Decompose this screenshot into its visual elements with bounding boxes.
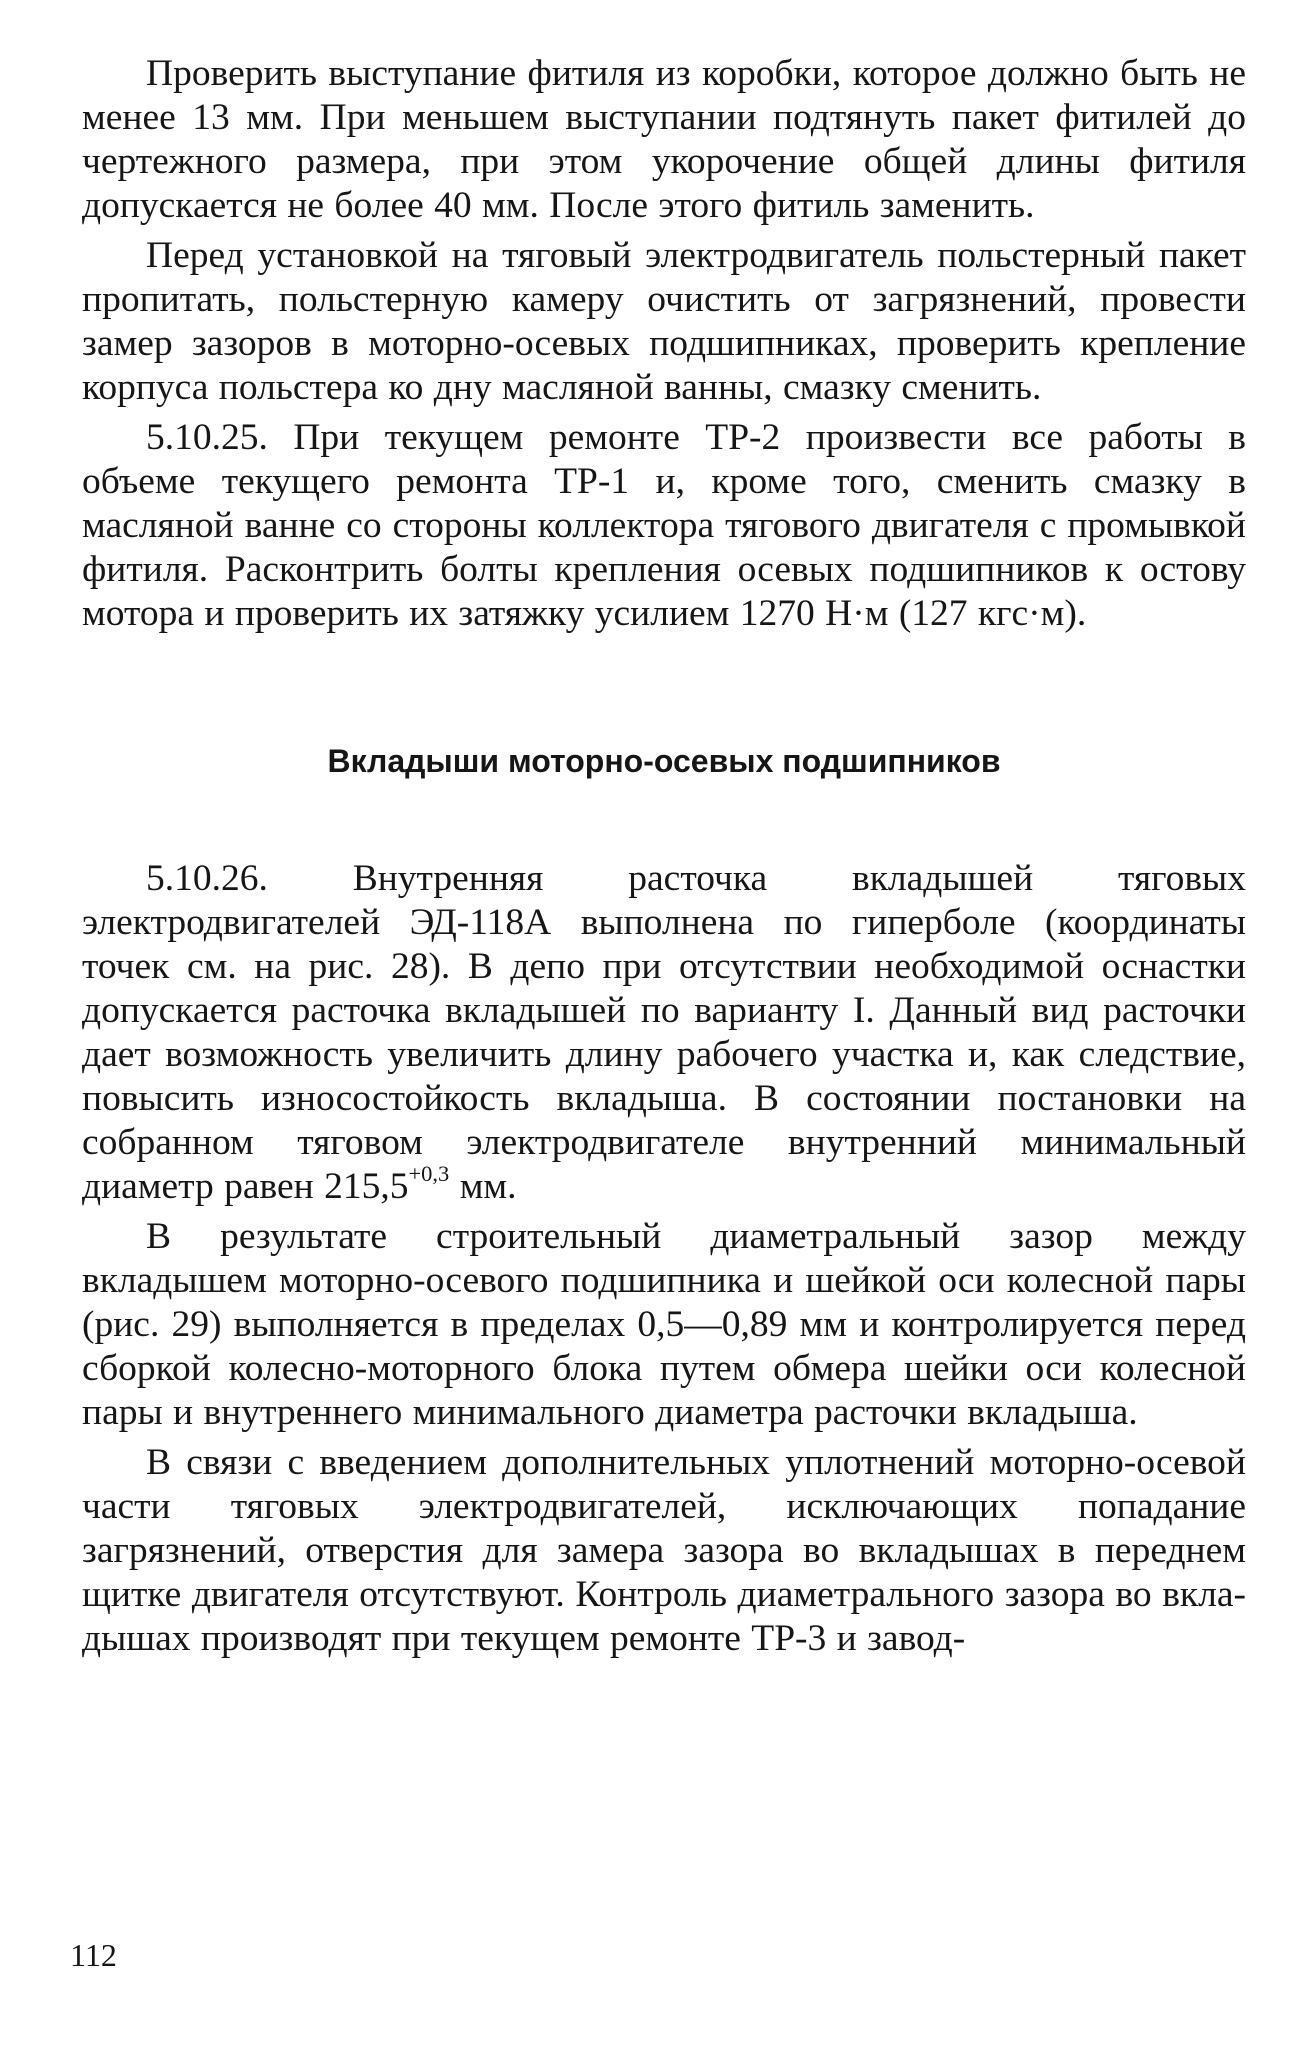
diameter-tolerance: +0,3: [408, 1161, 450, 1187]
section-heading: Вкладыши моторно-осевых подшипников: [327, 743, 1001, 779]
paragraph-before-installation: Перед установкой на тяговый электродвигатель польстерный пакет пропитать, польстерную камеру очистить от загрязнений, провести замер зазоров в моторно-осевых подшипниках, проверить крепление корпуса польстера ко дну масляной ванны, смазку сменить.: [82, 235, 1246, 408]
paragraph-seals: В связи с введением дополнительных уплотнений моторно-осевой части тяговых электродвигателей, исключающих попадание загрязнений, отверстия для замера зазора во вкладышах в переднем щитке двигателя отсутствуют. Контроль диаметрального зазора во вкладышах производят при текущем ремонте ТР-3 и завод-: [82, 1442, 1246, 1659]
paragraph-5-10-25: 5.10.25. При текущем ремонте ТР-2 произвести все работы в объеме текущего ремонта ТР-1 и, кроме того, сменить смазку в масляной ванне со стороны коллектора тягового двигателя с промывкой фитиля. Расконтрить болты крепления осевых подшипников к остову мотора и проверить их затяжку усилием 1270 Н·м (127 кгс·м).: [82, 417, 1246, 634]
page-body: [82, 52, 1246, 1667]
paragraph-wick-check: Проверить выступание фитиля из коробки, которое должно быть не менее 13 мм. При меньшем выступании подтянуть пакет фитилей до чертежного размера, при этом укорочение общей длины фитиля допускается не более 40 мм. После этого фитиль заменить.: [82, 53, 1246, 226]
paragraph-5-10-26-text: 5.10.26. Внутренняя расточка вкладышей тяговых электродвигателей ЭД-118А выполнена по гиперболе (координаты точек см. на рис. 28). В депо при отсутствии необходимой оснастки допускается расточка вкладышей по варианту I. Данный вид расточки дает возможность увеличить длину рабочего участка и, как следствие, повысить износостойкость вкладыша. В состоянии постановки на собранном тяговом электродвигателе внутренний минимальный диаметр равен 215,5: [82, 858, 1246, 1207]
page-number: 112: [70, 1937, 117, 1973]
paragraph-clearance: В результате строительный диаметральный зазор между вкладышем моторно-осевого подшипника и шейкой оси колесной пары (рис. 29) выполняется в пределах 0,5—0,89 мм и контролируется перед сборкой колесно-моторного блока путем обмера шейки оси колесной пары и внутреннего минимального диаметра расточки вкладыша.: [82, 1216, 1246, 1433]
paragraph-5-10-26: [82, 857, 1246, 1209]
diameter-unit: мм.: [449, 1166, 517, 1207]
